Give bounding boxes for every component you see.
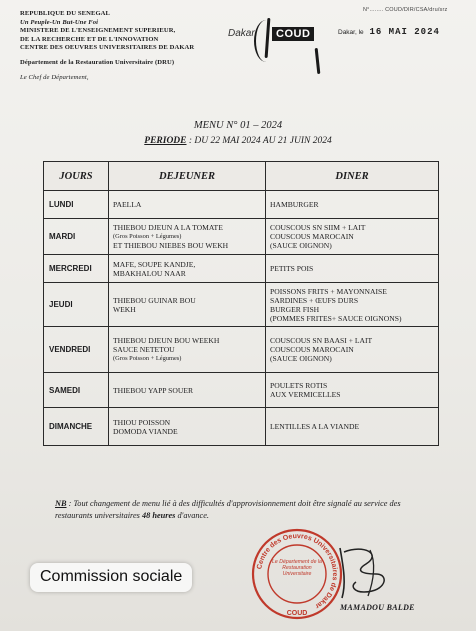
menu-title: MENU N° 01 – 2024 [193,120,283,131]
dinner-item: (SAUCE OIGNON) [270,354,332,363]
period-value: : DU 22 MAI 2024 AU 21 JUIN 2024 [188,136,332,146]
day-cell: SAMEDI [44,373,109,408]
lunch-cell [109,373,266,408]
dinner-cell [266,283,439,327]
header-institution-block [20,10,252,82]
dinner-cell [266,408,439,446]
column-header-dinner: DINER [266,162,439,191]
ministry-line-2: DE LA RECHERCHE ET DE L'INNOVATION [20,35,159,43]
date-label: Dakar, le [338,29,364,36]
dinner-item: BURGER FISH [270,304,320,314]
period-label: PERIODE [144,136,187,146]
day-cell: MARDI [44,219,109,255]
dinner-item: COUSCOUS SN SIIM + LAIT [270,223,366,232]
dinner-item: COUSCOUS MAROCAIN [270,345,354,354]
dinner-item: POULETS ROTIS [270,381,328,390]
menu-row [44,283,439,327]
dinner-item: COUSCOUS MAROCAIN [270,232,354,241]
date-stamp: 16 MAI 2024 [369,27,440,37]
menu-row [44,255,439,283]
menu-body [44,191,439,446]
dinner-item: PETITS POIS [270,264,314,273]
lunch-item: THIEBOU DJEUN BOU WEEKH [113,336,220,345]
lunch-cell [109,283,266,327]
lunch-item: (Gros Poisson + Légumes) [113,355,182,362]
dinner-item: COUSCOUS SN BAASI + LAIT [270,336,373,345]
note-text: : Tout changement de menu lié à des difficultés d'approvisionnement doit être signalé au service des restaurants universitaires [55,499,401,520]
date-line [338,27,440,37]
seal-center-text: Le Département de la Restauration Universitaire [272,559,322,577]
note-deadline: 48 heures [141,511,176,520]
note-text-end: d'avance. [175,511,209,520]
menu-row [44,327,439,373]
coud-logo [228,18,338,74]
dinner-cell [266,191,439,219]
seal-bottom-text: COUD [286,610,308,617]
coud-line: CENTRE DES OEUVRES UNIVERSITAIRES DE DAKAR [20,44,195,52]
day-cell: DIMANCHE [44,408,109,446]
lunch-item: PAELLA [113,200,142,209]
lunch-cell [109,191,266,219]
note-label: NB [55,499,67,508]
menu-table [43,161,439,446]
day-cell: VENDREDI [44,327,109,373]
day-cell: LUNDI [44,191,109,219]
lunch-item: DOMODA VIANDE [113,426,178,436]
motto-line: Un Peuple-Un But-Une Foi [20,18,99,26]
lunch-cell [109,408,266,446]
logo-city: Dakar [228,28,255,39]
menu-row [44,373,439,408]
seal-ring-text: Centre des Oeuvres Universitaires de Dakar [256,532,339,610]
lunch-item: SAUCE NETETOU [113,345,175,354]
menu-period [0,136,476,146]
ministry-line: MINISTERE DE L'ENSEIGNEMENT SUPERIEUR, [20,27,176,35]
lunch-cell [109,219,266,255]
lunch-item: MAFE, SOUPE KANDJE, [113,259,196,269]
dinner-item: (SAUCE OIGNON) [270,241,332,250]
column-header-days: JOURS [44,162,109,191]
logo-stroke-2 [315,48,321,74]
lunch-item: THIEBOU GUINAR BOU [113,295,196,305]
dinner-item: SARDINES + ŒUFS DURS [270,295,359,305]
reference-number: N°........ COUD/DIR/CSA/dru/srz [363,7,448,13]
dinner-cell [266,373,439,408]
lunch-item: THIOU POISSON [113,417,171,427]
handwritten-signature [330,540,400,602]
signer-name: MAMADOU BALDE [340,603,415,612]
lunch-item: (Gros Poisson + Légumes) [113,233,182,240]
dinner-cell [266,219,439,255]
menu-row [44,219,439,255]
lunch-cell [109,255,266,283]
chef-line: Le Chef de Département, [20,73,89,81]
dinner-item: LENTILLES A LA VIANDE [270,422,360,431]
lunch-item: THIEBOU DJEUN A LA TOMATE [113,223,223,232]
menu-row [44,408,439,446]
menu-row [44,191,439,219]
dinner-item: (POMMES FRITES+ SAUCE OIGNONS) [270,313,402,323]
department-line: Département de la Restauration Universitaire (DRU) [20,58,175,66]
lunch-item: THIEBOU YAPP SOUER [113,385,194,395]
day-cell: MERCREDI [44,255,109,283]
logo-wordmark: COUD [272,27,314,41]
lunch-item: WEKH [113,304,136,314]
day-cell: JEUDI [44,283,109,327]
column-header-lunch: DEJEUNER [109,162,266,191]
dinner-item: HAMBURGER [270,200,319,209]
commission-caption: Commission sociale [30,563,192,592]
lunch-item: ET THIEBOU NIEBES BOU WEKH [113,241,229,250]
dinner-cell [266,327,439,373]
republic-line: REPUBLIQUE DU SENEGAL [20,10,111,17]
menu-header-row [44,162,439,191]
dinner-item: AUX VERMICELLES [270,390,341,399]
lunch-cell [109,327,266,373]
lunch-item: MBAKHALOU NAAR [113,268,186,278]
menu-note [55,498,435,522]
dinner-cell [266,255,439,283]
dinner-item: POISSONS FRITS + MAYONNAISE [270,286,387,296]
